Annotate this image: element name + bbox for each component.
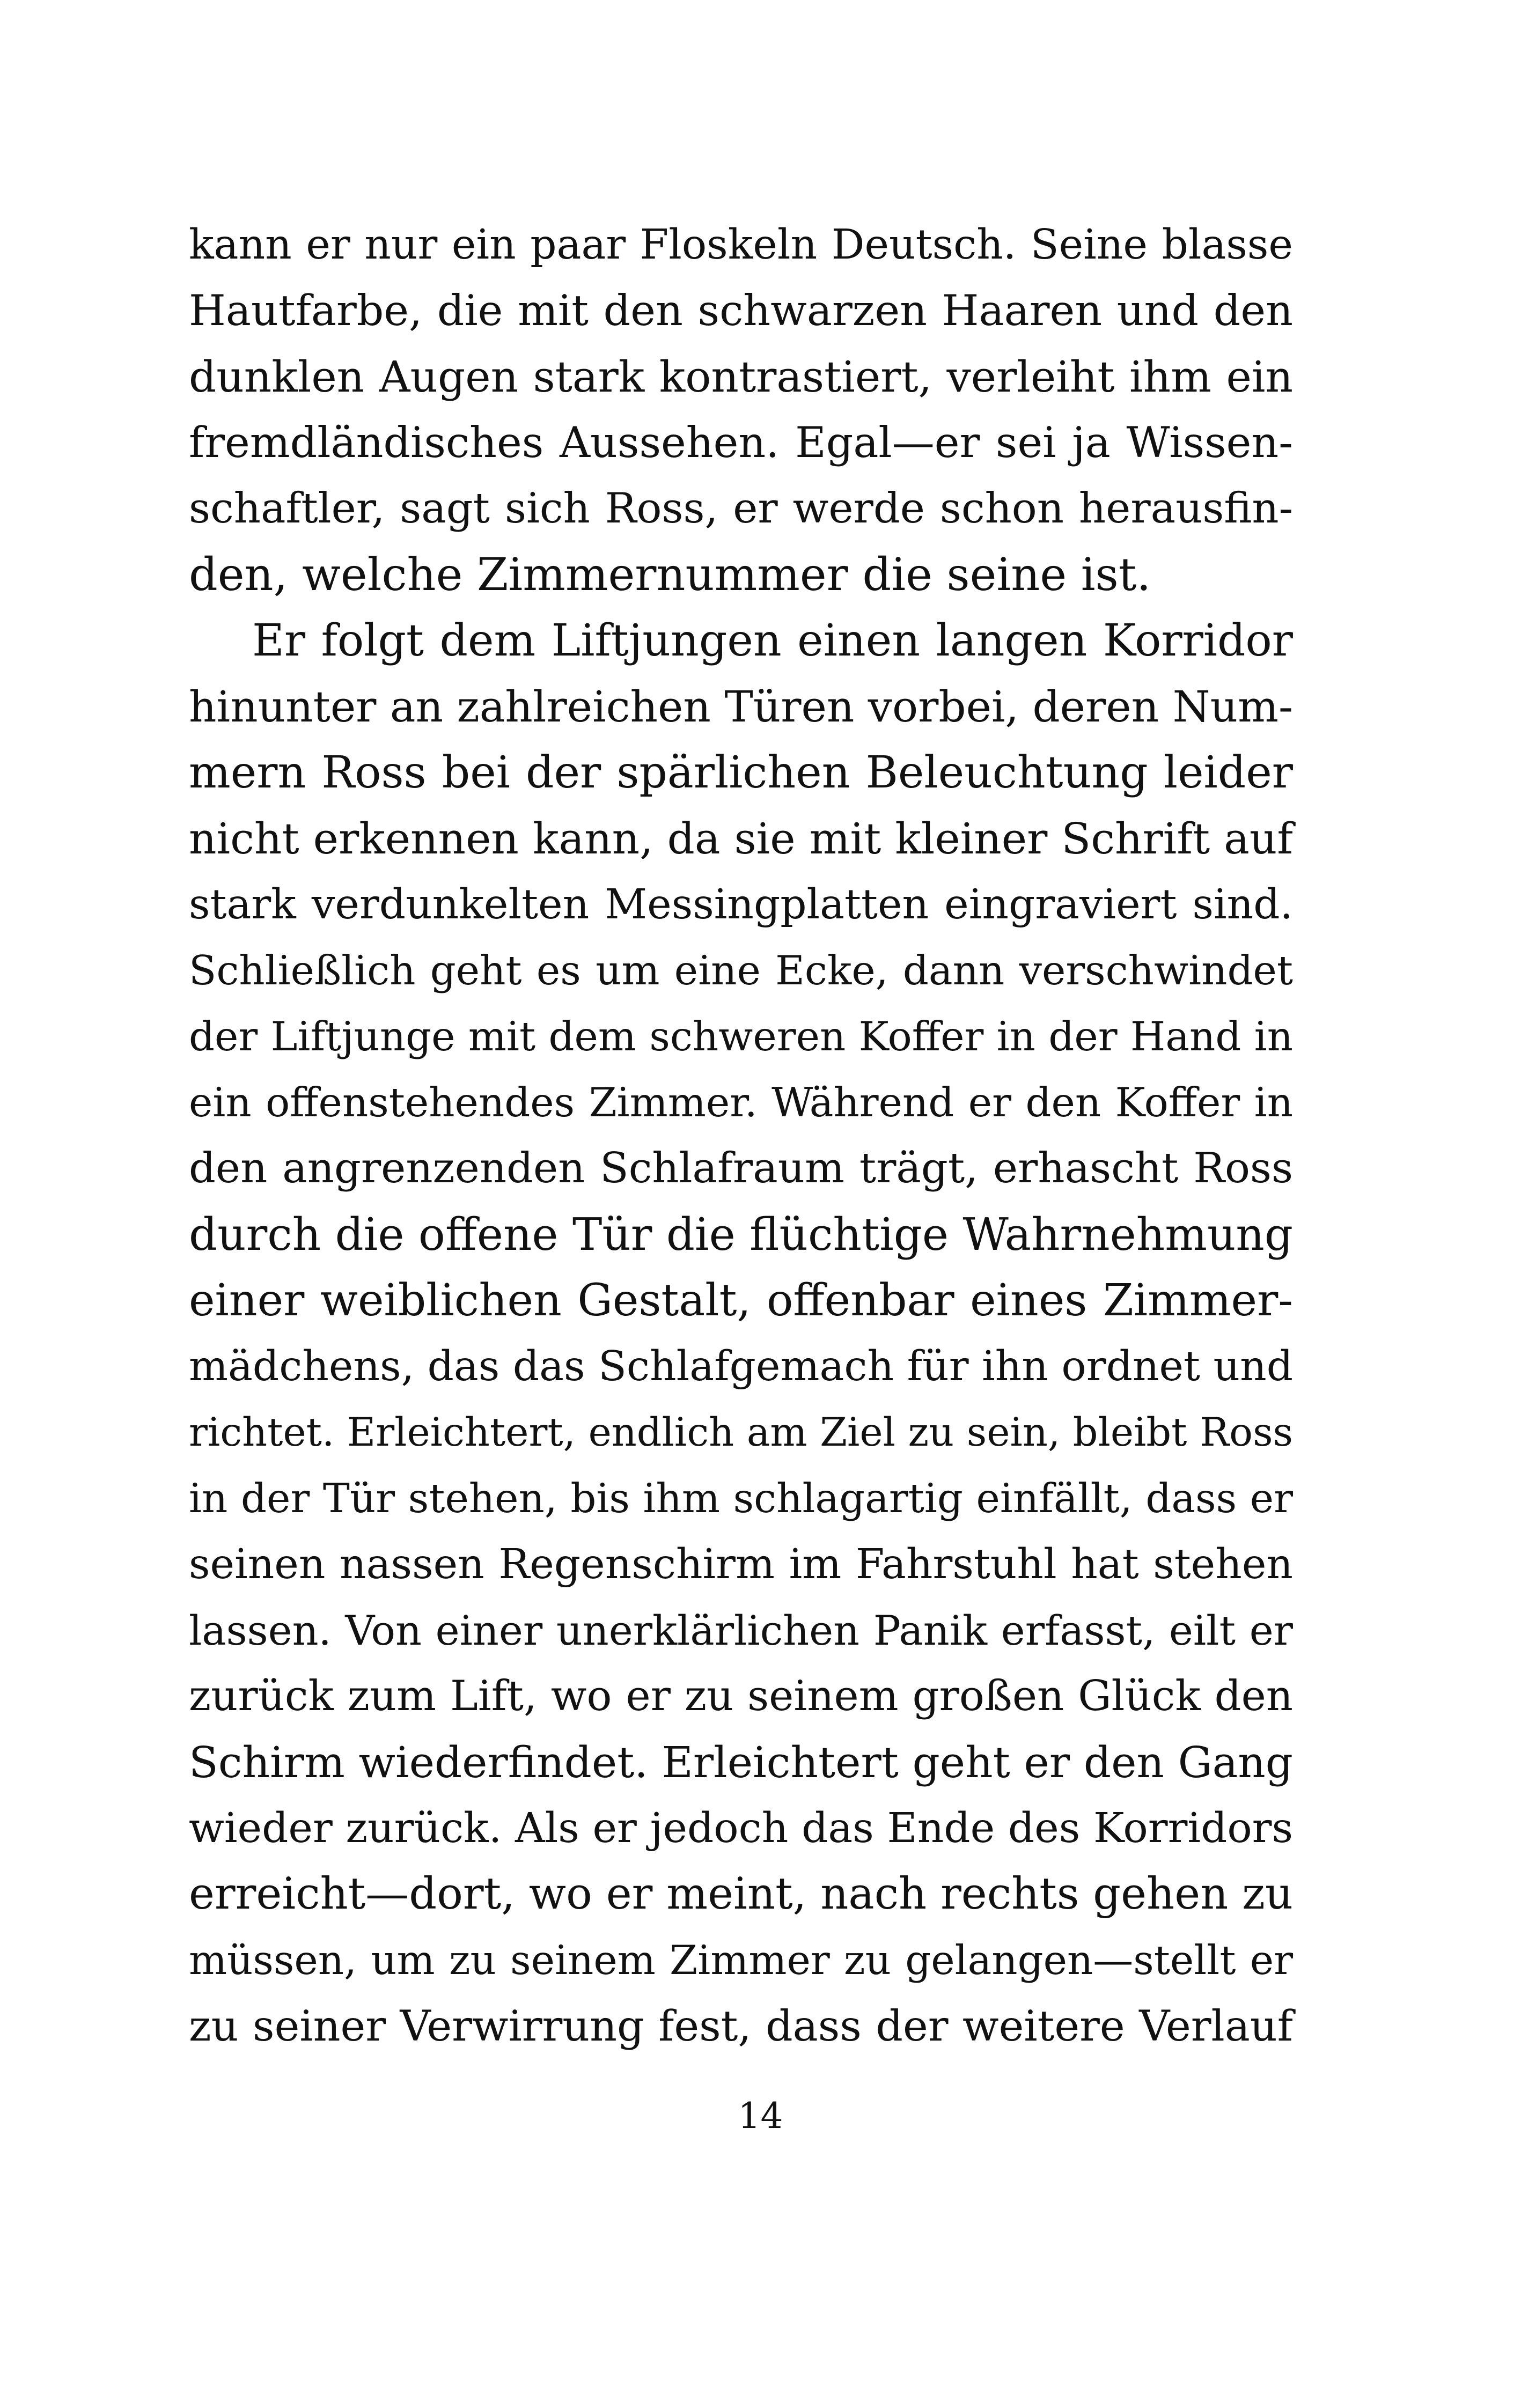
- text-line: seinen nassen Regenschirm im Fahrstuhl hat stehen: [189, 1541, 1293, 1588]
- text-line: ein offenstehendes Zimmer. Während er den Koffer in: [189, 1079, 1293, 1126]
- text-line: erreicht—dort, wo er meint, nach rechts gehen zu: [189, 1869, 1293, 1919]
- paragraph-2: [189, 608, 1293, 2059]
- text-line: durch die offene Tür die flüchtige Wahrnehmung: [189, 1209, 1293, 1261]
- text-line: mern Ross bei der spärlichen Beleuchtung leider: [189, 747, 1293, 798]
- text-line: den angrenzenden Schlafraum trägt, erhascht Ross: [189, 1144, 1293, 1192]
- text-line: kann er nur ein paar Floskeln Deutsch. Seine blasse: [189, 221, 1293, 269]
- text-line: zu seiner Verwirrung fest, dass der weitere Verlauf: [189, 2001, 1293, 2051]
- text-line: der Liftjunge mit dem schweren Koffer in der Hand in: [189, 1013, 1293, 1060]
- text-line: in der Tür stehen, bis ihm schlagartig einfällt, dass er: [189, 1475, 1293, 1522]
- text-line: wieder zurück. Als er jedoch das Ende des Korridors: [189, 1805, 1293, 1852]
- text-line: Er folgt dem Liftjungen einen langen Korridor: [252, 615, 1293, 666]
- text-line: stark verdunkelten Messingplatten eingraviert sind.: [189, 881, 1293, 929]
- text-line: hinunter an zahlreichen Türen vorbei, deren Num-: [189, 682, 1293, 732]
- text-line: mädchens, das das Schlafgemach für ihn ordnet und: [189, 1343, 1293, 1390]
- text-line: müssen, um zu seinem Zimmer zu gelangen—stellt er: [189, 1936, 1293, 1984]
- text-line: Hautfarbe, die mit den schwarzen Haaren und den: [189, 286, 1293, 335]
- text-line: einer weiblichen Gestalt, offenbar eines Zimmer-: [189, 1275, 1293, 1326]
- text-line: richtet. Erleichtert, endlich am Ziel zu sein, bleibt Ross: [189, 1410, 1293, 1455]
- body-text: [189, 212, 1293, 2059]
- text-line: dunklen Augen stark kontrastiert, verleiht ihm ein: [189, 352, 1293, 402]
- page-number: 14: [738, 2095, 783, 2137]
- text-line: fremdländisches Aussehen. Egal—er sei ja Wissen-: [189, 418, 1293, 467]
- text-line: Schließlich geht es um eine Ecke, dann verschwindet: [189, 947, 1293, 994]
- text-line: zurück zum Lift, wo er zu seinem großen Glück den: [189, 1672, 1293, 1720]
- text-line: schaftler, sagt sich Ross, er werde schon herausfin-: [189, 484, 1293, 533]
- text-line: Schirm wiederfindet. Erleichtert geht er den Gang: [189, 1737, 1293, 1787]
- text-line: lassen. Von einer unerklärlichen Panik erfasst, eilt er: [189, 1607, 1293, 1654]
- paragraph-1: [189, 212, 1293, 608]
- text-line: nicht erkennen kann, da sie mit kleiner Schrift auf: [189, 814, 1293, 864]
- text-line: den, welche Zimmernummer die seine ist.: [189, 548, 1151, 601]
